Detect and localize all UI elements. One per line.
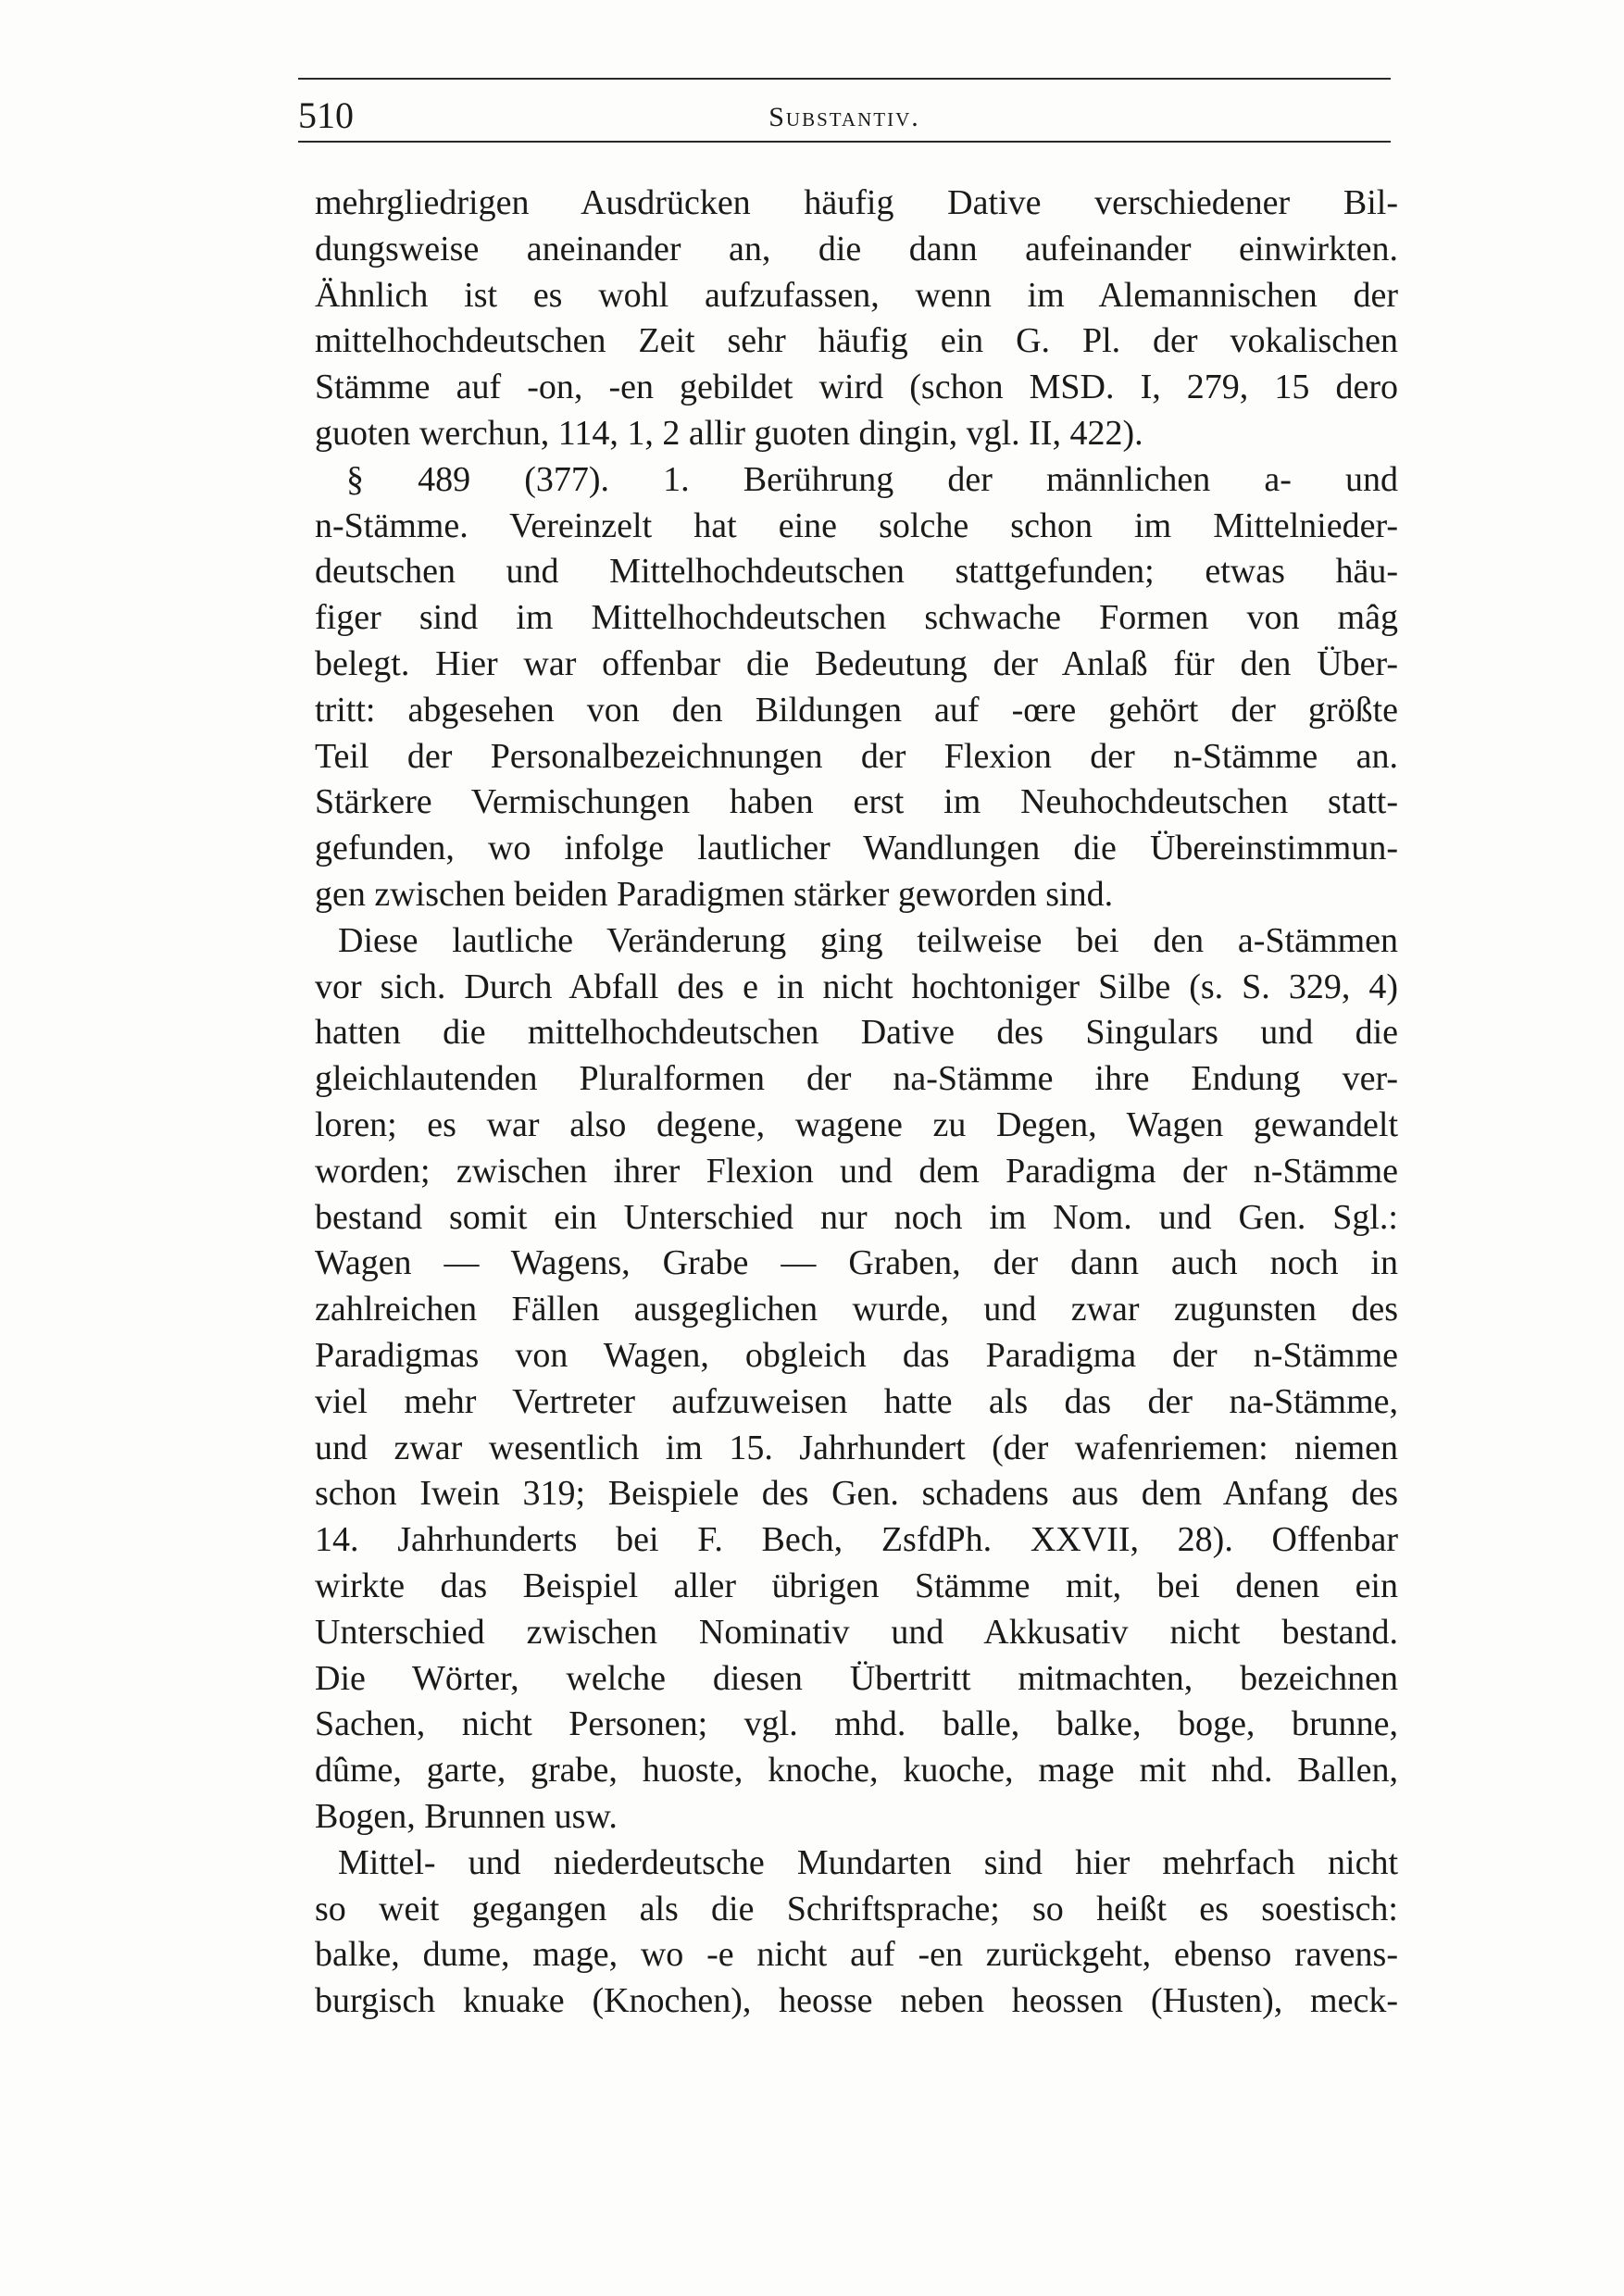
text-line: Sachen, nicht Personen; vgl. mhd. balle, balke, boge, brunne, <box>315 1704 1398 1743</box>
text-line: mehrgliedrigen Ausdrücken häufig Dative verschiedener Bil- <box>315 183 1398 222</box>
text-line: Wagen — Wagens, Grabe — Graben, der dann auch noch in <box>315 1243 1398 1282</box>
text-line: 14. Jahrhunderts bei F. Bech, ZsfdPh. XXVII, 28). Offenbar <box>315 1520 1398 1559</box>
header-bottom-rule <box>298 141 1391 143</box>
text-line: bestand somit ein Unterschied nur noch im Nom. und Gen. Sgl.: <box>315 1198 1398 1237</box>
text-line: Stämme auf -on, -en gebildet wird (schon MSD. I, 279, 15 dero <box>315 368 1398 406</box>
text-line: viel mehr Vertreter aufzuweisen hatte als das der na-Stämme, <box>315 1382 1398 1421</box>
text-line: so weit gegangen als die Schriftsprache; so heißt es soestisch: <box>315 1890 1398 1928</box>
text-line: balke, dume, mage, wo -e nicht auf -en zurückgeht, ebenso ravens- <box>315 1935 1398 1974</box>
text-line: worden; zwischen ihrer Flexion und dem Paradigma der n-Stämme <box>315 1152 1398 1191</box>
text-line: zahlreichen Fällen ausgeglichen wurde, und zwar zugunsten des <box>315 1290 1398 1329</box>
text-line: burgisch knuake (Knochen), heosse neben heossen (Husten), meck- <box>315 1981 1398 2020</box>
text-line: Die Wörter, welche diesen Übertritt mitmachten, bezeichnen <box>315 1659 1398 1698</box>
text-line: und zwar wesentlich im 15. Jahrhundert (der wafenriemen: niemen <box>315 1429 1398 1467</box>
running-title: Substantiv. <box>768 102 920 132</box>
text-line: schon Iwein 319; Beispiele des Gen. schadens aus dem Anfang des <box>315 1474 1398 1513</box>
text-line: mittelhochdeutschen Zeit sehr häufig ein G. Pl. der vokalischen <box>315 321 1398 360</box>
text-line: gen zwischen beiden Paradigmen stärker geworden sind. <box>315 875 1114 914</box>
text-line: wirkte das Beispiel aller übrigen Stämme mit, bei denen ein <box>315 1566 1398 1605</box>
text-line: vor sich. Durch Abfall des e in nicht hochtoniger Silbe (s. S. 329, 4) <box>315 967 1398 1006</box>
text-line: Teil der Personalbezeichnungen der Flexion der n-Stämme an. <box>315 737 1398 776</box>
text-line: gefunden, wo infolge lautlicher Wandlungen die Übereinstimmun- <box>315 829 1398 867</box>
text-line: loren; es war also degene, wagene zu Degen, Wagen gewandelt <box>315 1105 1398 1144</box>
text-line: hatten die mittelhochdeutschen Dative des Singulars und die <box>315 1013 1398 1052</box>
text-line: belegt. Hier war offenbar die Bedeutung der Anlaß für den Über- <box>315 644 1398 683</box>
text-line: guoten werchun, 114, 1, 2 allir guoten dingin, vgl. II, 422). <box>315 414 1143 453</box>
text-line: gleichlautenden Pluralformen der na-Stämme ihre Endung ver- <box>315 1059 1398 1098</box>
text-line: Ähnlich ist es wohl aufzufassen, wenn im Alemannischen der <box>315 276 1398 315</box>
text-line: Diese lautliche Veränderung ging teilweise bei den a-Stämmen <box>338 921 1398 960</box>
text-line: Stärkere Vermischungen haben erst im Neuhochdeutschen statt- <box>315 782 1398 821</box>
text-line: dungsweise aneinander an, die dann aufeinander einwirkten. <box>315 230 1398 268</box>
page-number: 510 <box>298 94 354 136</box>
text-line: Mittel- und niederdeutsche Mundarten sind hier mehrfach nicht <box>338 1843 1398 1882</box>
text-line: n-Stämme. Vereinzelt hat eine solche schon im Mittelnieder- <box>315 506 1398 545</box>
text-line: § 489 (377). 1. Berührung der männlichen a- und <box>346 460 1398 499</box>
header-top-rule <box>298 78 1391 80</box>
text-line: figer sind im Mittelhochdeutschen schwache Formen von mâg <box>315 598 1398 637</box>
text-line: Paradigmas von Wagen, obgleich das Paradigma der n-Stämme <box>315 1336 1398 1375</box>
page-header <box>298 93 1391 139</box>
text-line: Unterschied zwischen Nominativ und Akkusativ nicht bestand. <box>315 1613 1398 1652</box>
text-line: Bogen, Brunnen usw. <box>315 1797 618 1836</box>
text-line: deutschen und Mittelhochdeutschen stattgefunden; etwas häu- <box>315 552 1398 591</box>
text-line: tritt: abgesehen von den Bildungen auf -œre gehört der größte <box>315 691 1398 730</box>
text-line: dûme, garte, grabe, huoste, knoche, kuoche, mage mit nhd. Ballen, <box>315 1751 1398 1790</box>
